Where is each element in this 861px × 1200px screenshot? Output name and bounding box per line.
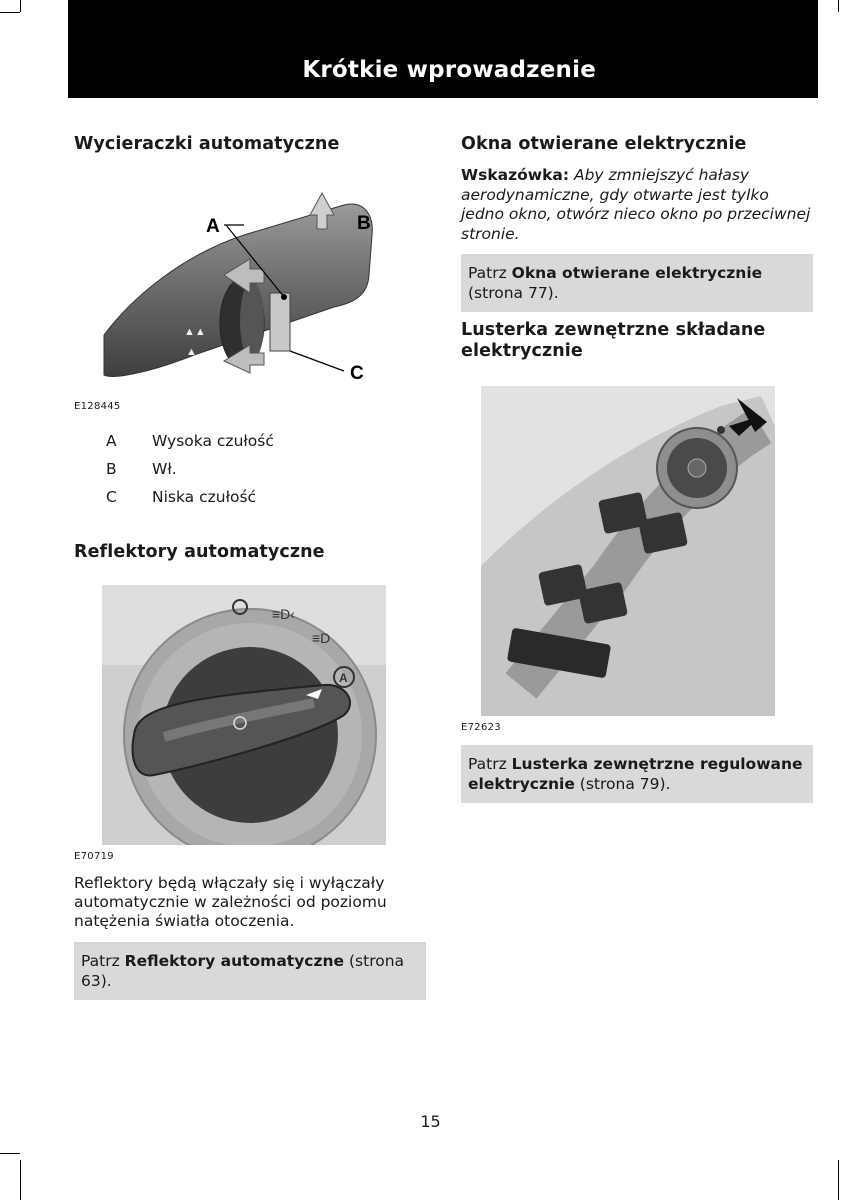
callout-label-a: A (206, 216, 220, 237)
reference-prefix: Patrz (81, 952, 125, 970)
crop-mark (20, 1160, 21, 1200)
crop-mark (838, 0, 839, 12)
reference-link[interactable]: Lusterka zewnętrzne regulowane elektrycznie (468, 755, 803, 793)
mirrors-reference-box (461, 745, 813, 803)
wiper-stalk-illustration (74, 175, 426, 381)
reference-suffix: (strona 63). (81, 952, 405, 990)
headlamp-reference-box (74, 942, 426, 1000)
reference-link[interactable]: Okna otwierane elektrycznie (511, 264, 763, 282)
figure-id: E70719 (74, 851, 114, 862)
callout-label-c: C (350, 363, 364, 381)
figure-id: E72623 (461, 722, 501, 733)
legend-row (74, 432, 426, 460)
page-title: Krótkie wprowadzenie (302, 57, 596, 83)
headlamp-switch-figure (74, 585, 426, 845)
crop-mark (0, 1153, 20, 1154)
page-number: 15 (420, 1112, 441, 1131)
figure-id: E128445 (74, 401, 121, 412)
section-title-power-windows: Okna otwierane elektrycznie (461, 134, 747, 154)
reference-prefix: Patrz (468, 755, 512, 773)
legend-text: Wł. (152, 460, 177, 478)
svg-text:▲▲: ▲▲ (184, 326, 206, 338)
legend-key: B (106, 460, 117, 478)
right-column (461, 130, 813, 803)
mirror-switch-illustration (461, 386, 813, 716)
legend-row (74, 460, 426, 488)
legend-text: Niska czułość (152, 488, 257, 506)
hint-paragraph (461, 166, 813, 244)
legend-key: C (106, 488, 117, 506)
callout-label-b: B (357, 213, 371, 234)
section-title-folding-mirrors: Lusterka zewnętrzne składane elektrycznie (461, 320, 766, 361)
wiper-legend (74, 432, 426, 516)
headlamp-paragraph: Reflektory będą włączały się i wyłączały automatycznie w zależności od poziomu natężenia światła otoczenia. (74, 874, 387, 930)
svg-text:▲: ▲ (186, 346, 197, 358)
svg-text:≡D‹: ≡D‹ (272, 606, 295, 622)
svg-text:≡D: ≡D (312, 630, 331, 646)
page-header (68, 0, 818, 98)
section-title-auto-headlamps: Reflektory automatyczne (74, 542, 325, 562)
crop-mark (838, 1160, 839, 1200)
auto-mode-label: A (339, 671, 348, 685)
reference-suffix: (strona 77). (468, 284, 559, 302)
legend-key: A (106, 432, 117, 450)
wiper-stalk-figure (74, 175, 426, 381)
crop-mark (0, 12, 20, 13)
windows-reference-box (461, 254, 813, 312)
legend-row (74, 488, 426, 516)
crop-mark (20, 0, 21, 12)
reference-link[interactable]: Reflektory automatyczne (124, 952, 345, 970)
mirror-switch-figure (461, 386, 813, 716)
hint-label: Wskazówka: (461, 166, 570, 184)
headlamp-switch-illustration (74, 585, 426, 845)
section-title-auto-wipers: Wycieraczki automatyczne (74, 134, 340, 154)
reference-suffix: (strona 79). (574, 775, 671, 793)
left-column (74, 130, 426, 1000)
legend-text: Wysoka czułość (152, 432, 274, 450)
reference-prefix: Patrz (468, 264, 512, 282)
hint-text: Aby zmniejszyć hałasy aerodynamiczne, gdy otwarte jest tylko jedno okno, otwórz nieco okno po przeciwnej stronie. (461, 166, 811, 243)
